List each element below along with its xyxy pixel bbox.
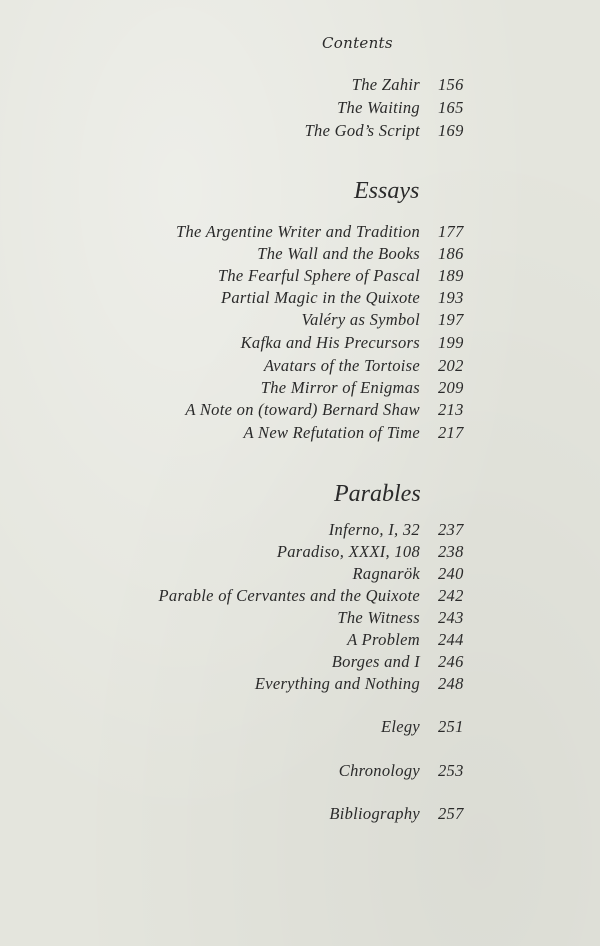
entry-page: 186 [438,244,464,263]
entry-title: Ragnarök [352,564,420,583]
entry-title: Partial Magic in the Quixote [220,288,420,307]
entry-page: 251 [438,717,464,736]
toc-entry [0,586,600,608]
entry-title: Elegy [380,717,420,736]
entry-title: Parable of Cervantes and the Quixote [158,586,420,605]
toc-entry [0,804,600,826]
entry-page: 257 [438,804,464,823]
toc-entry [0,356,600,378]
toc-entry [0,608,600,630]
entry-title: The Waiting [337,98,420,117]
toc-entry [0,423,600,445]
toc-entry [0,542,600,564]
toc-entry [0,400,600,422]
toc-entry [0,98,600,120]
toc-entry [0,121,600,143]
entry-page: 246 [438,652,464,671]
toc-entry [0,630,600,652]
entry-page: 253 [438,761,464,780]
section-heading-parables: Parables [334,481,421,507]
toc-entry [0,674,600,696]
entry-page: 209 [438,378,464,397]
toc-entry [0,761,600,783]
toc-entry [0,564,600,586]
entry-title: The God’s Script [304,121,420,140]
entry-title: Everything and Nothing [254,674,420,693]
entry-page: 244 [438,630,464,649]
entry-page: 238 [438,542,464,561]
entry-title: The Wall and the Books [257,244,420,263]
entry-title: The Witness [337,608,420,627]
entry-page: 242 [438,586,464,605]
entry-page: 156 [438,75,464,94]
toc-entry [0,333,600,355]
section-heading-essays: Essays [354,178,420,204]
entry-title: Borges and I [331,652,420,671]
entry-title: Valéry as Symbol [301,310,420,329]
toc-entry [0,717,600,739]
entry-title: A New Refutation of Time [243,423,420,442]
entry-page: 193 [438,288,464,307]
entry-title: Paradiso, XXXI, 108 [276,542,420,561]
toc-entry [0,652,600,674]
running-head: Contents [322,34,393,52]
entry-page: 217 [438,423,464,442]
entry-title: A Problem [347,630,420,649]
entry-title: The Zahir [351,75,420,94]
entry-page: 165 [438,98,464,117]
entry-page: 169 [438,121,464,140]
entry-page: 189 [438,266,464,285]
toc-entry [0,288,600,310]
entry-page: 199 [438,333,464,352]
entry-page: 240 [438,564,464,583]
entry-title: Chronology [338,761,420,780]
toc-entry [0,75,600,97]
entry-page: 243 [438,608,464,627]
entry-page: 237 [438,520,464,539]
entry-title: Bibliography [329,804,420,823]
entry-page: 177 [438,222,464,241]
entry-title: The Mirror of Enigmas [260,378,420,397]
entry-page: 248 [438,674,464,693]
toc-entry [0,266,600,288]
toc-entry [0,520,600,542]
entry-title: A Note on (toward) Bernard Shaw [185,400,420,419]
entry-title: The Fearful Sphere of Pascal [217,266,420,285]
entry-title: Avatars of the Tortoise [263,356,420,375]
toc-entry [0,310,600,332]
entry-title: Kafka and His Precursors [240,333,420,352]
entry-page: 213 [438,400,464,419]
toc-entry [0,378,600,400]
toc-entry [0,222,600,244]
entry-page: 197 [438,310,464,329]
entry-title: The Argentine Writer and Tradition [176,222,420,241]
toc-entry [0,244,600,266]
entry-title: Inferno, I, 32 [328,520,420,539]
entry-page: 202 [438,356,464,375]
